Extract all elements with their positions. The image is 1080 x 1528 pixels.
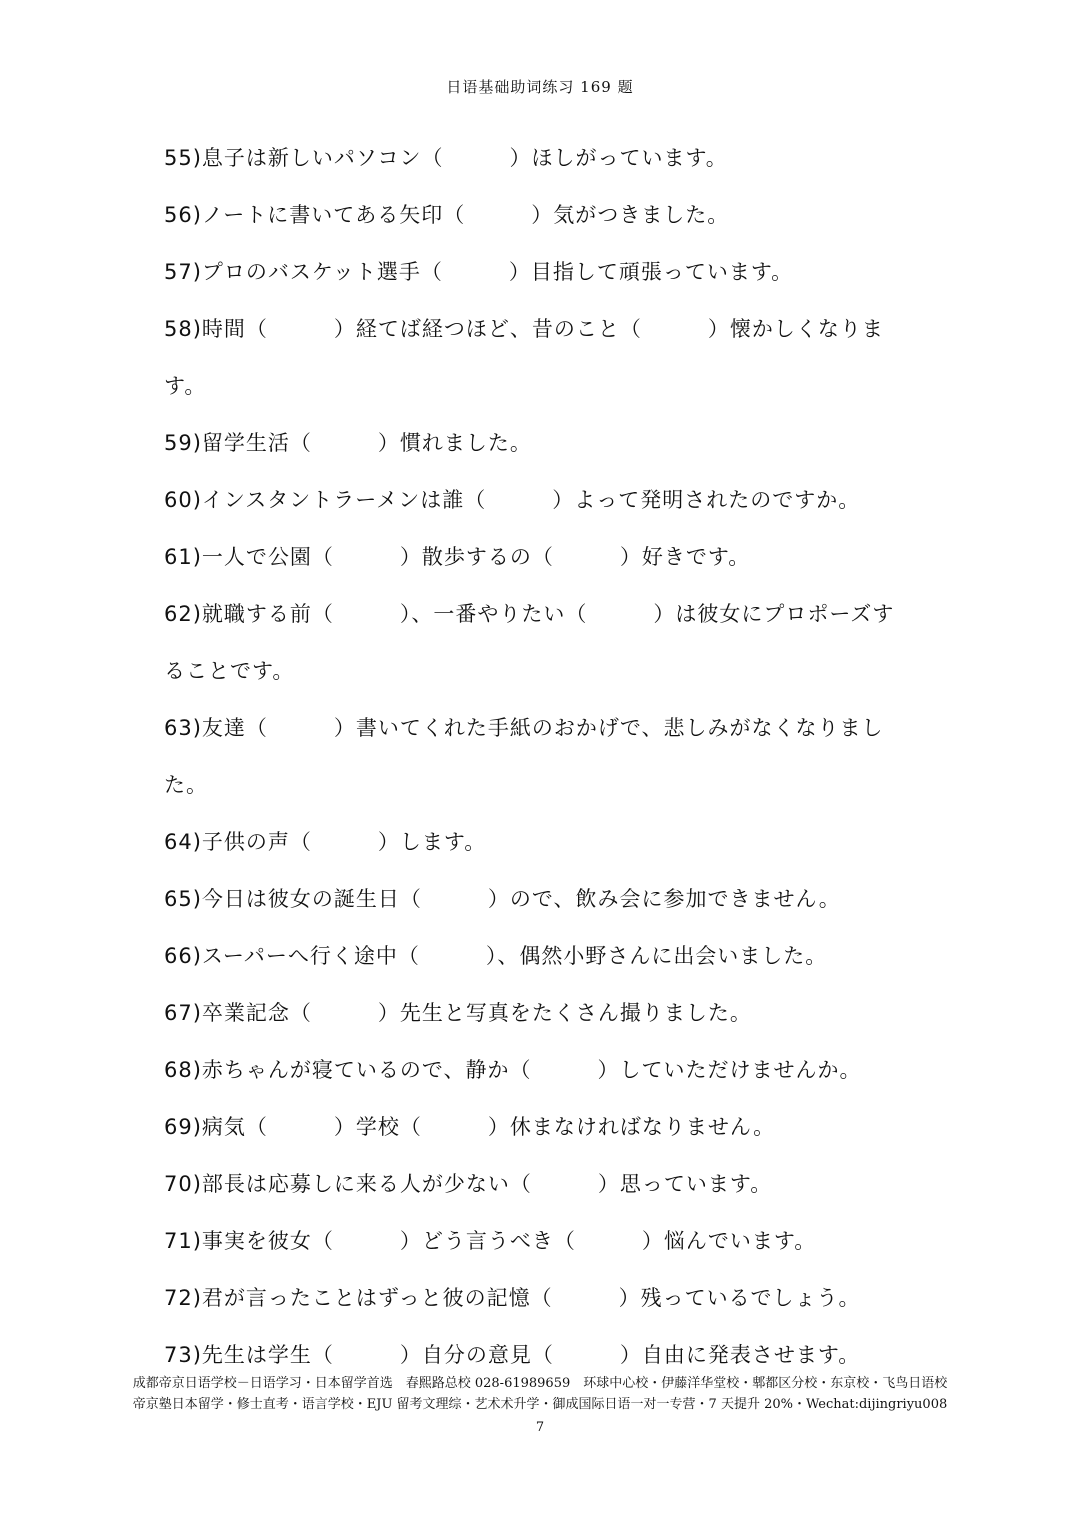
exercise-item: 60)インスタントラーメンは誰（ ）よって発明されたのですか。 (164, 488, 861, 512)
exercise-item: 59)留学生活（ ）慣れました。 (164, 431, 532, 455)
exercise-item: 73)先生は学生（ ）自分の意見（ ）自由に発表させます。 (164, 1343, 861, 1367)
exercise-item: 70)部長は応募しに来る人が少ない（ ）思っています。 (164, 1172, 773, 1196)
exercise-item: 69)病気（ ）学校（ ）休まなければなりません。 (164, 1115, 776, 1139)
page-title: 日语基础助词练习 169 题 (446, 78, 634, 96)
exercise-item: 66)スーパーへ行く途中（ ）、偶然小野さんに出会いました。 (164, 944, 828, 968)
exercise-item: 68)赤ちゃんが寝ているので、静か（ ）していただけませんか。 (164, 1058, 862, 1082)
exercise-item: 58)時間（ ）経てば経つほど、昔のこと（ ）懐かしくなります。 (164, 317, 884, 398)
exercise-item: 57)プロのバスケット選手（ ）目指して頑張っています。 (164, 260, 794, 284)
exercise-item: 55)息子は新しいパソコン（ ）ほしがっています。 (164, 146, 728, 170)
footer-line-1: 成都帝京日语学校－日语学习・日本留学首选 春熙路总校 028-61989659 环球中心校・伊藤洋华堂校・郫都区分校・东京校・飞鸟日语校 (132, 1376, 948, 1391)
exercise-item: 71)事実を彼女（ ）どう言うべき（ ）悩んでいます。 (164, 1229, 817, 1253)
exercise-item: 61)一人で公園（ ）散歩するの（ ）好きです。 (164, 545, 751, 569)
exercise-list (164, 130, 924, 1384)
exercise-item: 63)友達（ ）書いてくれた手紙のおかげで、悲しみがなくなりました。 (164, 716, 884, 797)
exercise-item: 62)就職する前（ ）、一番やりたい（ ）は彼女にプロポーズすることです。 (164, 602, 895, 683)
footer-line-2: 帝京塾日本留学・修士直考・语言学校・EJU 留考文理综・艺术术升学・御成国际日语一对一专营・7 天提升 20%・Wechat:dijingriyu008 (132, 1397, 948, 1412)
exercise-item: 64)子供の声（ ）します。 (164, 830, 487, 854)
exercise-item: 72)君が言ったことはずっと彼の記憶（ ）残っているでしょう。 (164, 1286, 861, 1310)
exercise-item: 67)卒業記念（ ）先生と写真をたくさん撮りました。 (164, 1001, 752, 1025)
page-number: 7 (535, 1420, 545, 1435)
footer (0, 1373, 1080, 1415)
exercise-item: 56)ノートに書いてある矢印（ ）気がつきました。 (164, 203, 730, 227)
exercise-item: 65)今日は彼女の誕生日（ ）ので、飲み会に参加できません。 (164, 887, 841, 911)
